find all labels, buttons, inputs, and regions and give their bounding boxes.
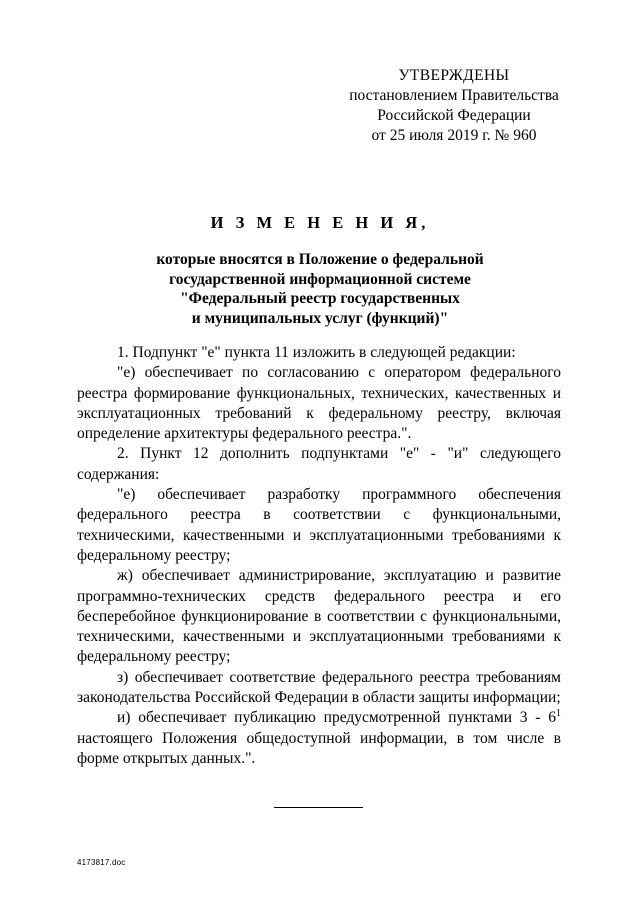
document-body: [77, 343, 561, 769]
paragraph-1: 1. Подпункт "е" пункта 11 изложить в следующей редакции:: [117, 344, 516, 361]
heading-line-4: и муниципальных услуг (функций)": [191, 309, 449, 327]
approval-line-1: постановлением Правительства: [349, 87, 559, 104]
heading-line-2: государственной информационной системе: [169, 270, 471, 288]
paragraph-7-rest: настоящего Положения общедоступной информации, в том числе в форме открытых данных.".: [77, 729, 561, 767]
paragraph-3: 2. Пункт 12 дополнить подпунктами "е" - "и" следующего содержания:: [77, 445, 561, 483]
paragraph-7-main: и) обеспечивает публикацию предусмотренной пунктами 3 - 6: [117, 709, 556, 727]
document-filename: 4173817.doc: [77, 858, 126, 867]
approval-line-2: Российской Федерации: [377, 107, 531, 124]
paragraph-7-superscript: 1: [556, 708, 561, 720]
approval-line-3: от 25 июля 2019 г. № 960: [371, 127, 537, 144]
heading-line-1: которые вносятся в Положение о федеральной: [156, 251, 484, 268]
paragraph-2: "е) обеспечивает по согласованию с оператором федерального реестра формирование функциональных, технических, качественных и эксплуатационных требований к федеральному реестру, включая определение архитектуры федерального реестра.".: [77, 364, 561, 443]
heading-title: И З М Е Н Е Н И Я,: [210, 213, 430, 232]
paragraph-7: [77, 708, 561, 769]
approval-block: [346, 66, 562, 146]
document-heading: [60, 212, 580, 328]
paragraph-5: ж) обеспечивает администрирование, эксплуатацию и развитие программно-технических средств федерального реестра и его бесперебойное функционирование в соответствии с функциональными, техническими, качественными и эксплуатационными требованиями к федеральному реестру;: [77, 567, 561, 666]
heading-line-3: "Федеральный реестр государственных: [180, 290, 460, 307]
paragraph-4: "е) обеспечивает разработку программного обеспечения федерального реестра в соответствии с функциональными, техническими, качественными и эксплуатационными требованиями к федеральному реестру;: [77, 486, 561, 564]
paragraph-6: з) обеспечивает соответствие федерального реестра требованиям законодательства Российской Федерации в области защиты информации;: [77, 668, 561, 707]
approval-title: УТВЕРЖДЕНЫ: [398, 67, 510, 84]
separator-line: [274, 807, 363, 808]
